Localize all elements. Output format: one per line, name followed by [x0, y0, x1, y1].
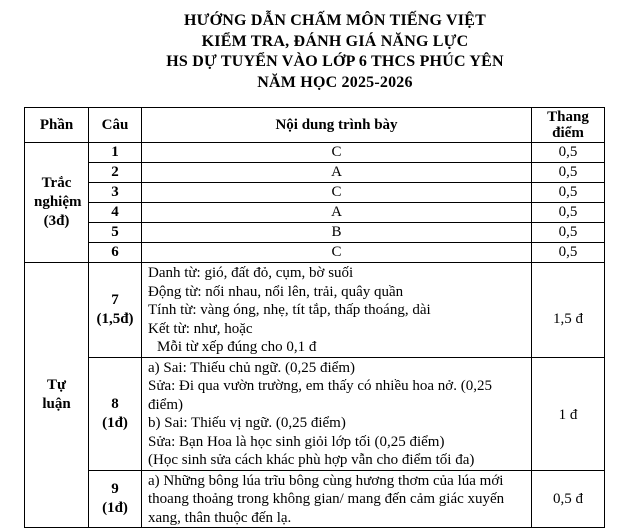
answer-value: A — [142, 163, 532, 183]
question-number: 6 — [89, 243, 142, 263]
score-value: 0,5 đ — [532, 470, 605, 528]
col-header-noidung: Nội dung trình bày — [142, 108, 532, 143]
content-line: Kết từ: như, hoặc — [148, 320, 253, 337]
question-number: 8 — [111, 396, 119, 412]
col-header-thang-diem: Thang điểm — [532, 108, 605, 143]
content-line: Sửa: Đi qua vườn trường, em thấy có nhiều hoa nở. (0,25 điểm) — [148, 378, 492, 413]
table-row-q7 — [25, 263, 605, 358]
answer-value: B — [142, 223, 532, 243]
score-value: 0,5 — [532, 143, 605, 163]
score-value: 1,5 đ — [532, 263, 605, 358]
question-number: 4 — [89, 203, 142, 223]
content-line: a) Sai: Thiếu chủ ngữ. (0,25 điểm) — [148, 359, 355, 376]
content-line: Sửa: Bạn Hoa là học sinh giỏi lớp tối (0,25 điểm) — [148, 433, 445, 450]
table-row-q5 — [25, 223, 605, 243]
score-value: 1 đ — [532, 357, 605, 470]
question-points: (1đ) — [102, 414, 128, 431]
content-line: a) Những bông lúa trĩu bông cùng hương thơm của lúa mới thoang thoảng trong không gian/ mang đến cảm giác xuyến xang, thân thuộc đến lạ. — [148, 472, 505, 526]
grading-table — [24, 107, 605, 528]
score-value: 0,5 — [532, 243, 605, 263]
table-row-q4 — [25, 203, 605, 223]
question-number-group — [89, 470, 142, 528]
score-value: 0,5 — [532, 163, 605, 183]
question-number: 2 — [89, 163, 142, 183]
answer-content — [142, 470, 532, 528]
table-row-q9 — [25, 470, 605, 528]
question-points: (1,5đ) — [96, 310, 134, 327]
title-line-1: HƯỚNG DẪN CHẤM MÔN TIẾNG VIỆT — [184, 12, 486, 29]
content-line: Danh từ: gió, đất đỏ, cụm, bờ suối — [148, 265, 354, 281]
col-header-cau: Câu — [89, 108, 142, 143]
table-row-q3 — [25, 183, 605, 203]
section-label-tu-luan: Tự luận — [25, 263, 89, 528]
question-points: (1đ) — [102, 499, 128, 516]
document-title — [0, 0, 640, 93]
title-line-2: KIỂM TRA, ĐÁNH GIÁ NĂNG LỰC — [201, 32, 469, 50]
question-number: 7 — [111, 292, 119, 309]
answer-content — [142, 263, 532, 358]
title-line-4: NĂM HỌC 2025-2026 — [257, 73, 413, 91]
section-label-trac-nghiem: Trắc nghiệm (3đ) — [25, 143, 89, 263]
question-number: 1 — [89, 143, 142, 163]
content-line: Tính từ: vàng óng, nhẹ, tít tắp, thấp thoáng, dài — [148, 302, 431, 318]
score-value: 0,5 — [532, 223, 605, 243]
table-row-q8 — [25, 357, 605, 470]
question-number: 9 — [111, 481, 119, 498]
content-line: b) Sai: Thiếu vị ngữ. (0,25 điểm) — [148, 415, 346, 431]
answer-value: C — [142, 143, 532, 163]
table-row-q2 — [25, 163, 605, 183]
title-line-3: HS DỰ TUYỂN VÀO LỚP 6 THCS PHÚC YÊN — [166, 53, 504, 70]
score-value: 0,5 — [532, 203, 605, 223]
question-number: 3 — [89, 183, 142, 203]
answer-content — [142, 357, 532, 470]
question-number-group — [89, 263, 142, 358]
answer-value: A — [142, 203, 532, 223]
table-header-row — [25, 108, 605, 143]
content-line: Động từ: nối nhau, nổi lên, trải, quây quần — [148, 283, 404, 300]
question-number-group — [89, 357, 142, 470]
table-row-q1 — [25, 143, 605, 163]
answer-value: C — [142, 183, 532, 203]
answer-value: C — [142, 243, 532, 263]
col-header-phan: Phần — [25, 108, 89, 143]
content-line: Mỗi từ xếp đúng cho 0,1 đ — [157, 339, 317, 355]
table-row-q6 — [25, 243, 605, 263]
score-value: 0,5 — [532, 183, 605, 203]
content-line: (Học sinh sửa cách khác phù hợp vẫn cho điểm tối đa) — [148, 452, 475, 468]
question-number: 5 — [89, 223, 142, 243]
